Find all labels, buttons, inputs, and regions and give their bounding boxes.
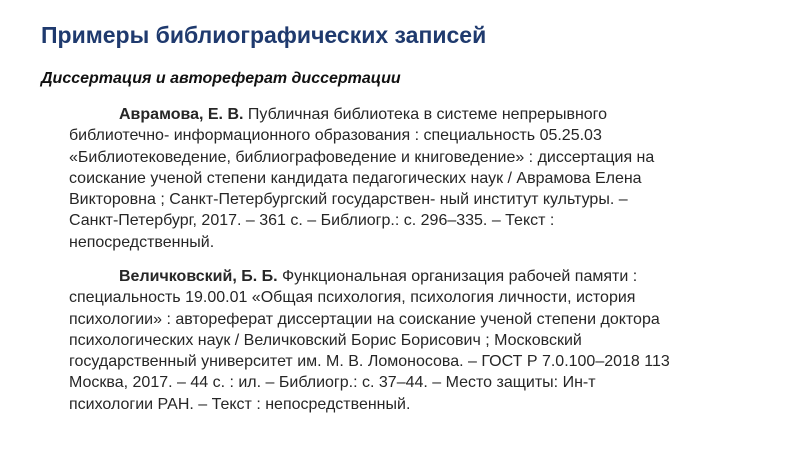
entry-line: психологии» : автореферат диссертации на соискание ученой степени доктора bbox=[69, 310, 660, 328]
entry-author: Величковский, Б. Б. bbox=[119, 268, 278, 285]
entry-line: психологии РАН. – Текст : непосредственный. bbox=[69, 395, 411, 413]
entry-line: Викторовна ; Санкт-Петербургский государствен- ный институт культуры. – bbox=[69, 191, 628, 209]
entry-first-line bbox=[69, 266, 769, 287]
entry-line: библиотечно- информационного образования : специальность 05.25.03 bbox=[69, 127, 602, 145]
entry-author: Аврамова, Е. В. bbox=[119, 106, 244, 123]
entry-line: Москва, 2017. – 44 с. : ил. – Библиогр.: с. 37–44. – Место защиты: Ин-т bbox=[69, 374, 596, 392]
entry-line: психологических наук / Величковский Борис Борисович ; Московский bbox=[69, 331, 582, 349]
entry-line: соискание ученой степени кандидата педагогических наук / Аврамова Елена bbox=[69, 169, 642, 187]
entry-line: государственный университет им. М. В. Ломоносова. – ГОСТ Р 7.0.100–2018 113 bbox=[69, 353, 670, 371]
section-subtitle: Диссертация и автореферат диссертации bbox=[41, 70, 401, 87]
entry-line: специальность 19.00.01 «Общая психология, психология личности, история bbox=[69, 289, 636, 307]
entry-line: Санкт-Петербург, 2017. – 361 с. – Библиогр.: с. 296–335. – Текст : bbox=[69, 212, 555, 230]
entry-line: непосредственный. bbox=[69, 233, 215, 251]
slide-title: Примеры библиографических записей bbox=[41, 22, 487, 48]
entry-title-start: Публичная библиотека в системе непрерывного bbox=[243, 106, 608, 123]
bibliographic-entry bbox=[69, 266, 769, 415]
bibliographic-entry bbox=[69, 104, 769, 253]
entry-title-start: Функциональная организация рабочей памяти : bbox=[277, 268, 638, 285]
entry-first-line bbox=[69, 104, 769, 125]
entry-line: «Библиотековедение, библиографоведение и книговедение» : диссертация на bbox=[69, 148, 655, 166]
